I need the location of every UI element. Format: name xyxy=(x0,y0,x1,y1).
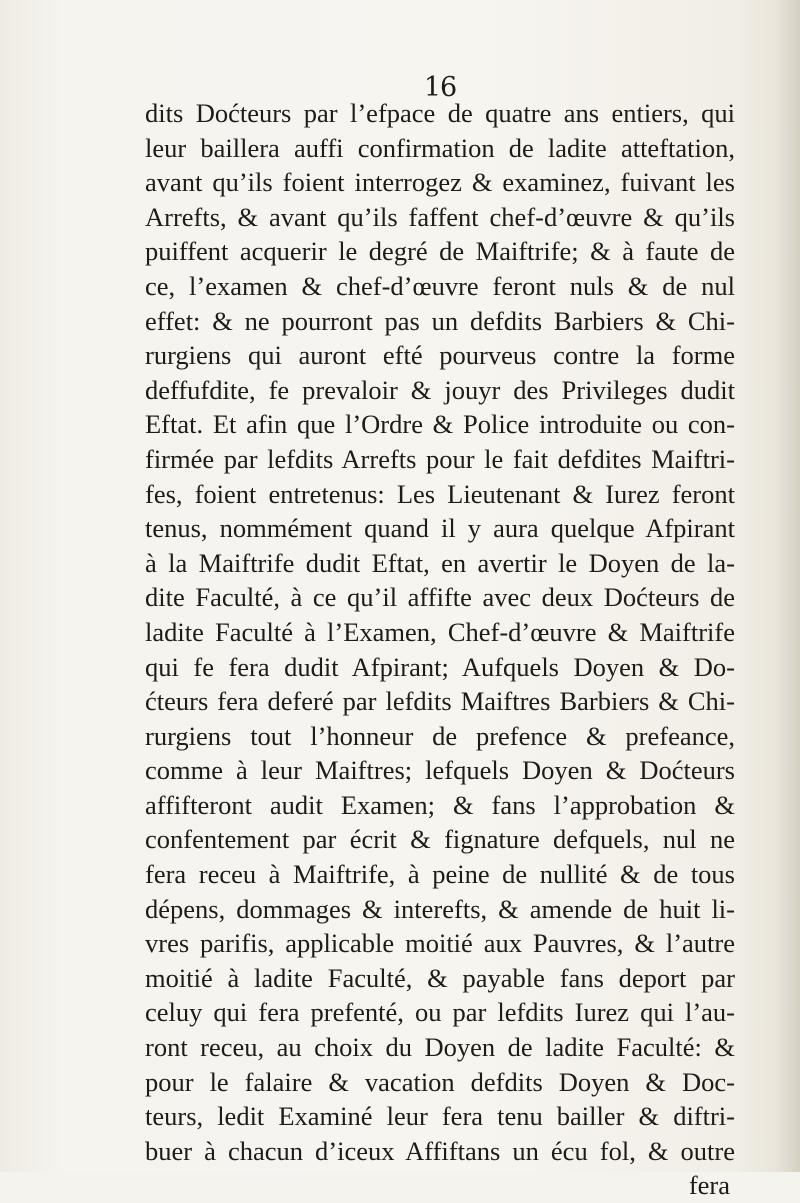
text-line: fera receu à Maiftrife, à peine de nullité & de tous xyxy=(145,859,735,890)
text-line: qui fe fera dudit Afpirant; Aufquels Doyen & Do- xyxy=(145,651,735,682)
text-line: ćteurs fera deferé par lefdits Maiftres Barbiers & Chi- xyxy=(145,686,735,717)
text-line: vres parifis, applicable moitié aux Pauvres, & l’autre xyxy=(145,928,735,959)
text-line: rurgiens qui auront efté pourveus contre la forme xyxy=(145,340,735,371)
text-line: ladite Faculté à l’Examen, Chef-d’œuvre & Maiftrife xyxy=(145,616,735,647)
text-line: dite Faculté, à ce qu’il affifte avec deux Doćteurs de xyxy=(145,582,735,613)
text-line: dits Doćteurs par l’efpace de quatre ans entiers, qui xyxy=(145,98,735,128)
text-line: pour le falaire & vacation defdits Doyen & Doc- xyxy=(145,1066,735,1097)
text-line: firmée par lefdits Arrefts pour le fait defdites Maiftri- xyxy=(145,443,735,474)
text-line: celuy qui fera prefenté, ou par lefdits Iurez qui l’au- xyxy=(145,997,735,1028)
text-line: Arrefts, & avant qu’ils faffent chef-d’œuvre & qu’ils xyxy=(145,201,735,232)
text-line: à la Maiftrife dudit Eftat, en avertir le Doyen de la- xyxy=(145,547,735,578)
text-line: affifteront audit Examen; & fans l’approbation & xyxy=(145,789,735,820)
text-line: rurgiens tout l’honneur de prefence & prefeance, xyxy=(145,720,735,751)
page-number: 16 xyxy=(423,72,457,103)
text-line: buer à chacun d’iceux Affiftans un écu fol, & outre xyxy=(145,1135,735,1166)
text-line: dépens, dommages & interefts, & amende de huit li- xyxy=(145,893,735,924)
text-line: comme à leur Maiftres; lefquels Doyen & Doćteurs xyxy=(145,755,735,786)
text-line: leur baillera auffi confirmation de ladite atteftation, xyxy=(145,132,735,163)
text-line: puiffent acquerir le degré de Maiftrife; & à faute de xyxy=(145,236,735,267)
text-line: deffufdite, fe prevaloir & jouyr des Privileges dudit xyxy=(145,374,735,405)
text-line: ront receu, au choix du Doyen de ladite Faculté: & xyxy=(145,1032,735,1063)
catchword: fera xyxy=(688,1170,730,1201)
body-text xyxy=(145,96,735,1203)
text-line: Eftat. Et afin que l’Ordre & Police introduite ou con- xyxy=(145,409,735,440)
page-edge-shadow xyxy=(776,0,800,1172)
text-line: confentement par écrit & fignature defquels, nul ne xyxy=(145,824,735,855)
text-line: fes, foient entretenus: Les Lieutenant & Iurez feront xyxy=(145,478,735,509)
text-line: ce, l’examen & chef-d’œuvre feront nuls & de nul xyxy=(145,270,735,301)
text-line: avant qu’ils foient interrogez & examinez, fuivant les xyxy=(145,167,735,198)
text-line: moitié à ladite Faculté, & payable fans deport par xyxy=(145,962,735,993)
text-line: effet: & ne pourront pas un defdits Barbiers & Chi- xyxy=(145,305,735,336)
text-line: tenus, nommément quand il y aura quelque Afpirant xyxy=(145,513,735,544)
text-line: teurs, ledit Examiné leur fera tenu bailler & diftri- xyxy=(145,1101,735,1132)
